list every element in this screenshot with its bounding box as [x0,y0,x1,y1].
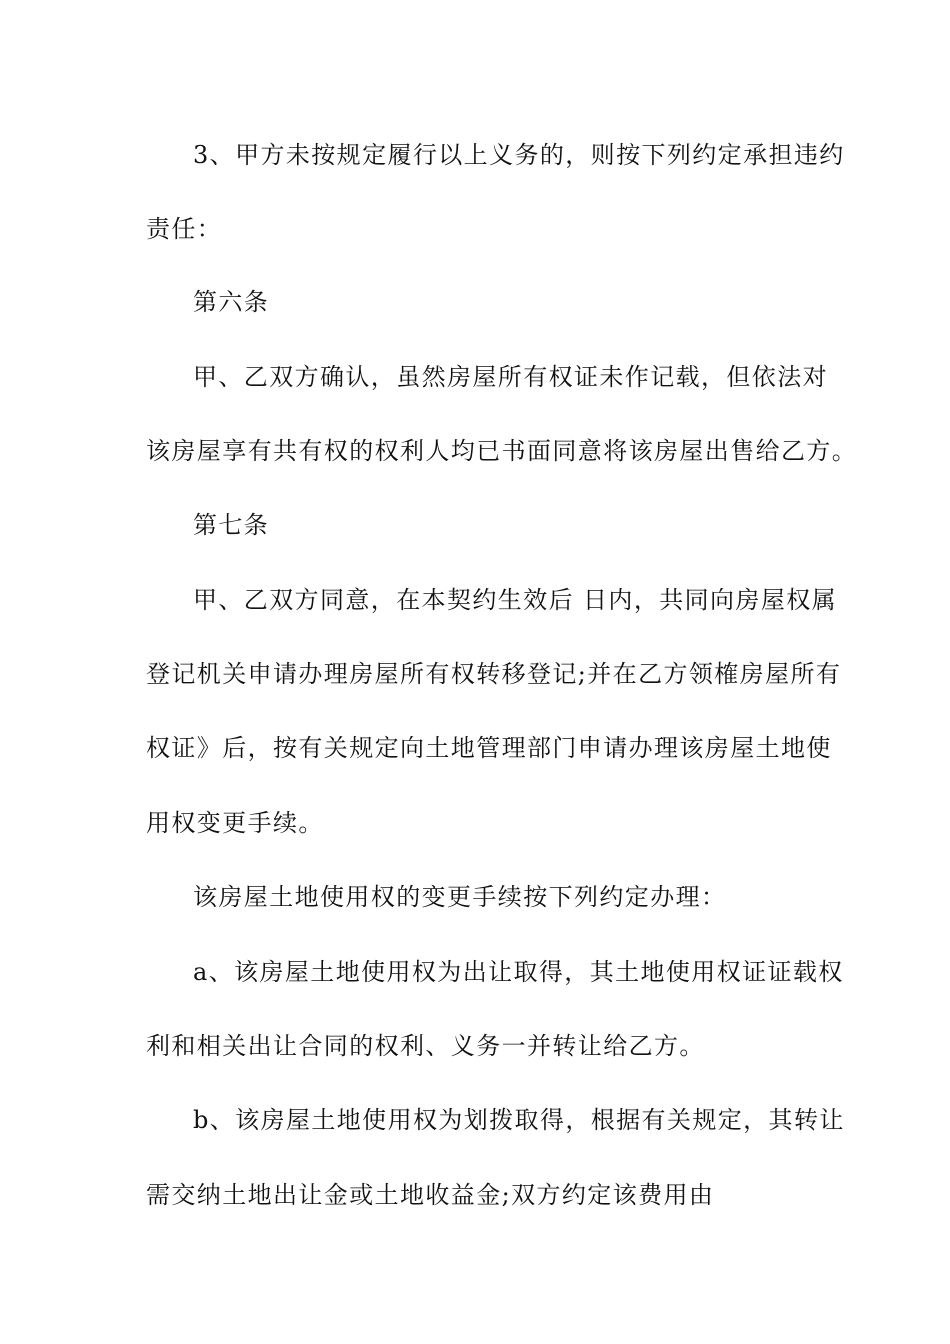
text-line: 责任： [146,215,223,243]
text-line: 该房屋土地使用权的变更手续按下列约定办理： [193,883,727,911]
text-line: 登记机关申请办理房屋所有权转移登记;并在乙方领榷房屋所有 [146,660,842,688]
text-line: b、该房屋土地使用权为划拨取得，根据有关规定，其转让 [193,1106,845,1134]
text-line: 甲、乙双方同意，在本契约生效后 日内，共同向房屋权属 [193,586,838,614]
text-line: 权证》后，按有关规定向土地管理部门申请办理该房屋土地使 [146,734,832,762]
article-heading: 第六条 [193,288,270,316]
text-line: 该房屋享有共有权的权利人均已书面同意将该房屋出售给乙方。 [146,437,858,465]
text-line: 利和相关出让合同的权利、义务一并转让给乙方。 [146,1032,705,1060]
article-heading: 第七条 [193,511,270,539]
text-line: 3、甲方未按规定履行以上义务的，则按下列约定承担违约 [193,141,845,169]
text-line: 需交纳土地出让金或土地收益金;双方约定该费用由 [146,1181,715,1209]
text-line: 用权变更手续。 [146,809,324,837]
text-line: 甲、乙双方确认，虽然房屋所有权证未作记载，但依法对 [193,363,828,391]
text-line: a、该房屋土地使用权为出让取得，其土地使用权证证载权 [193,958,844,986]
